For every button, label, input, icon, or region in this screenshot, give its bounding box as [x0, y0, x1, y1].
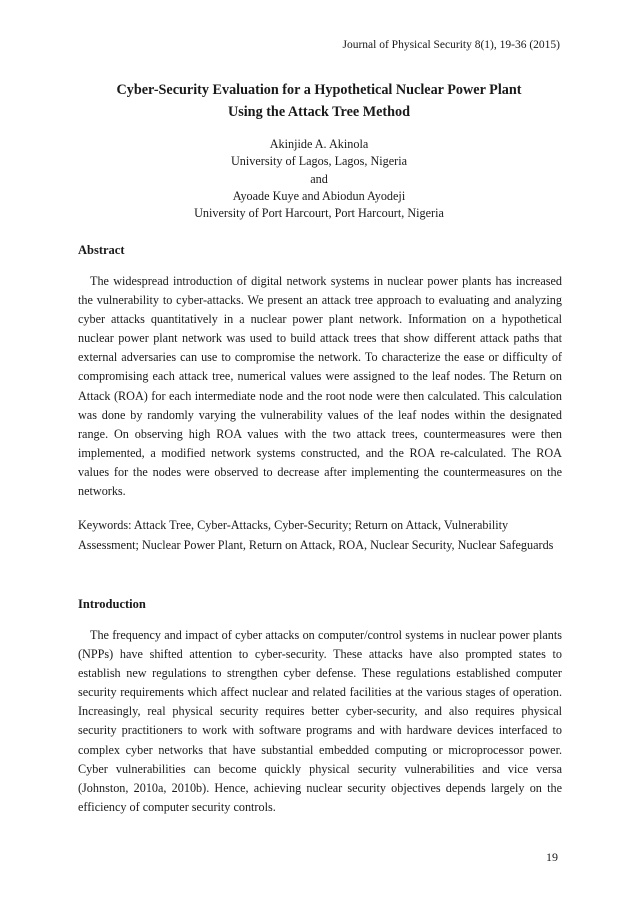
abstract-heading: Abstract: [78, 243, 125, 257]
title-line-1: Cyber-Security Evaluation for a Hypothetical Nuclear Power Plant: [116, 82, 522, 98]
page-number: 19: [546, 850, 558, 864]
author-block: [78, 136, 560, 222]
title-line-2: Using the Attack Tree Method: [227, 104, 411, 120]
author-secondary: Ayoade Kuye and Abiodun Ayodeji: [232, 188, 406, 203]
author-conjunction: and: [310, 171, 328, 186]
journal-citation: Journal of Physical Security 8(1), 19-36 (2015): [342, 39, 560, 51]
introduction-heading: Introduction: [78, 597, 146, 611]
author-primary: Akinjide A. Akinola: [269, 137, 369, 151]
introduction-text: The frequency and impact of cyber attacks on computer/control systems in nuclear power plants (NPPs) have shifted attention to cyber-security. These attacks have also prompted states to establish new regulations to strengthen cyber defense. These regulations established computer security requirements which affect nuclear and related facilities at the various stages of operation. Increasingly, real physical security requires better cyber-security, and also requires physical security practitioners to work with software programs and with hardware devices interfaced to complex cyber networks that have substantial embedded computing or microprocessor power. Cyber vulnerabilities can become quickly physical security vulnerabilities and vice versa (Johnston, 2010a, 2010b). Hence, achieving nuclear security objectives depends largely on the efficiency of computer security controls.: [78, 628, 562, 814]
keywords: Keywords: Attack Tree, Cyber-Attacks, Cyber-Security; Return on Attack, Vulnerability Assessment; Nuclear Power Plant, Return on Attack, ROA, Nuclear Security, Nuclear Safeguards: [78, 518, 554, 552]
paper-title: [78, 79, 560, 123]
abstract-text: The widespread introduction of digital network systems in nuclear power plants has increased the vulnerability to cyber-attacks. We present an attack tree approach to evaluating and analyzing cyber attacks quantitatively in a nuclear power plant network. Information on a hypothetical nuclear power plant network was used to build attack trees that show different attack paths that external adversaries can use to compromise the network. To characterize the ease or difficulty of compromising each attack tree, numerical values were assigned to the leaf nodes. The Return on Attack (ROA) for each intermediate node and the root node were then calculated. This calculation was done by randomly varying the vulnerability values of the leaf nodes within the designated range. On observing high ROA values with the two attack trees, countermeasures were then implemented, a modified network systems constructed, and the ROA re-calculated. The ROA values for the nodes were observed to decrease after implementing the countermeasures on the networks.: [78, 274, 562, 499]
affiliation-primary: University of Lagos, Lagos, Nigeria: [231, 154, 407, 169]
affiliation-secondary: University of Port Harcourt, Port Harcourt, Nigeria: [194, 206, 444, 221]
